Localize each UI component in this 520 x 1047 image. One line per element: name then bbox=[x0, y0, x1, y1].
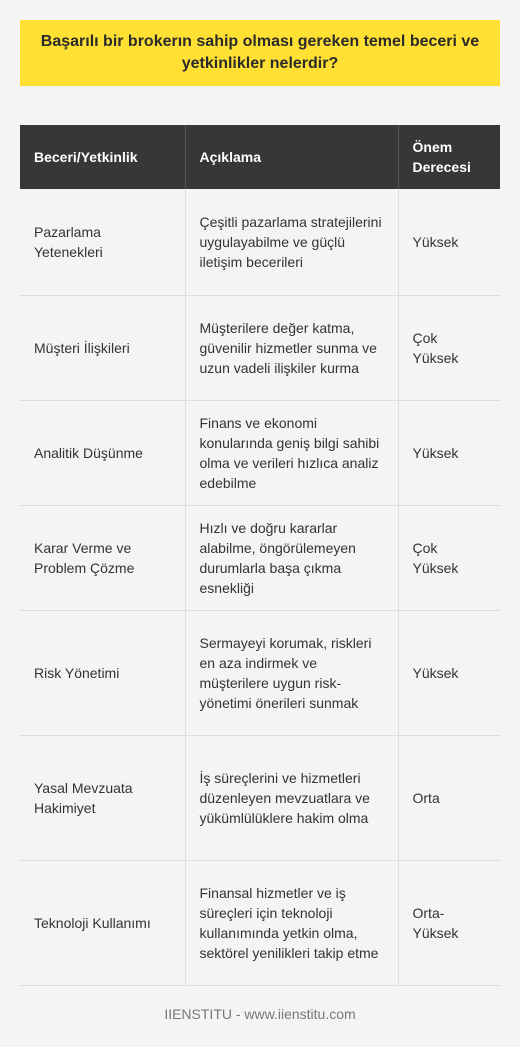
table-header-row bbox=[20, 125, 500, 189]
skill-cell: Teknoloji Kullanımı bbox=[20, 860, 185, 985]
column-header-description: Açıklama bbox=[185, 125, 398, 189]
description-cell: Çeşitli pazarlama stratejilerini uygulayabilme ve güçlü iletişim becerileri bbox=[185, 189, 398, 295]
importance-cell: Yüksek bbox=[398, 189, 500, 295]
importance-cell: Çok Yüksek bbox=[398, 505, 500, 610]
importance-cell: Orta bbox=[398, 735, 500, 860]
importance-cell: Yüksek bbox=[398, 400, 500, 505]
table-row bbox=[20, 505, 500, 610]
importance-cell: Yüksek bbox=[398, 610, 500, 735]
table-row bbox=[20, 189, 500, 295]
skill-cell: Müşteri İlişkileri bbox=[20, 295, 185, 400]
footer-credit: IIENSTITU - www.iienstitu.com bbox=[164, 1006, 356, 1022]
description-cell: Sermayeyi korumak, riskleri en aza indirmek ve müşterilere uygun risk-yönetimi önerileri sunmak bbox=[185, 610, 398, 735]
skill-cell: Karar Verme ve Problem Çözme bbox=[20, 505, 185, 610]
table-row bbox=[20, 610, 500, 735]
description-cell: Finans ve ekonomi konularında geniş bilgi sahibi olma ve verileri hızlıca analiz edebilme bbox=[185, 400, 398, 505]
table-row bbox=[20, 735, 500, 860]
skills-table bbox=[20, 125, 500, 986]
description-cell: Finansal hizmetler ve iş süreçleri için teknoloji kullanımında yetkin olma, sektörel yenilikleri takip etme bbox=[185, 860, 398, 985]
table-row bbox=[20, 295, 500, 400]
table-row bbox=[20, 860, 500, 985]
importance-cell: Çok Yüksek bbox=[398, 295, 500, 400]
column-header-importance: Önem Derecesi bbox=[398, 125, 500, 189]
description-cell: Müşterilere değer katma, güvenilir hizmetler sunma ve uzun vadeli ilişkiler kurma bbox=[185, 295, 398, 400]
skill-cell: Risk Yönetimi bbox=[20, 610, 185, 735]
column-header-skill: Beceri/Yetkinlik bbox=[20, 125, 185, 189]
description-cell: Hızlı ve doğru kararlar alabilme, öngörülemeyen durumlarla başa çıkma esnekliği bbox=[185, 505, 398, 610]
skill-cell: Yasal Mevzuata Hakimiyet bbox=[20, 735, 185, 860]
skill-cell: Pazarlama Yetenekleri bbox=[20, 189, 185, 295]
importance-cell: Orta-Yüksek bbox=[398, 860, 500, 985]
description-cell: İş süreçlerini ve hizmetleri düzenleyen mevzuatlara ve yükümlülüklere hakim olma bbox=[185, 735, 398, 860]
table-row bbox=[20, 400, 500, 505]
title-banner bbox=[20, 20, 500, 86]
page-title: Başarılı bir brokerın sahip olması gereken temel beceri ve yetkinlikler nelerdir? bbox=[40, 33, 480, 72]
skill-cell: Analitik Düşünme bbox=[20, 400, 185, 505]
